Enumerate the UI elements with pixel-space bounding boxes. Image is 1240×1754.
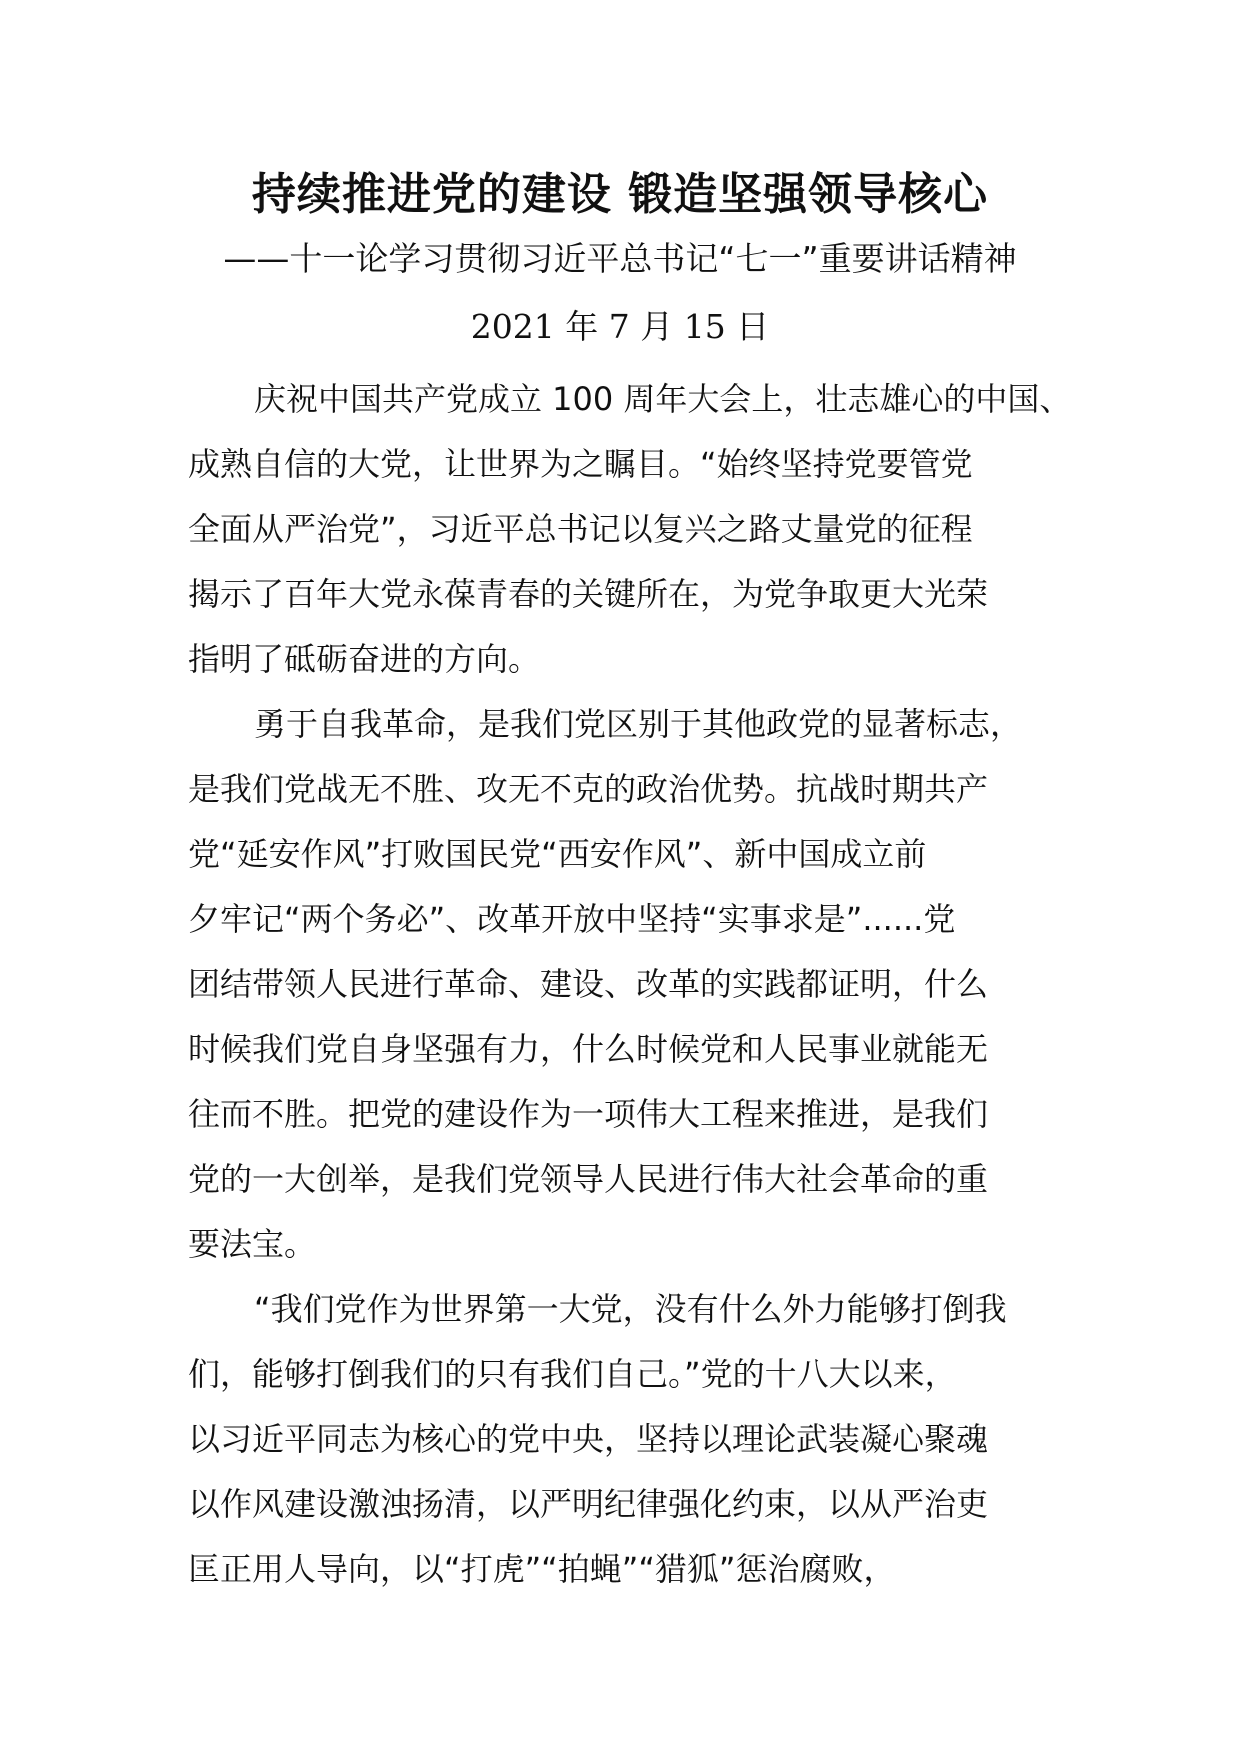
text-line: 团结带领人民进行革命、建设、改革的实践都证明，什么	[188, 965, 989, 1003]
text-line: 成熟自信的大党，让世界为之瞩目。“始终坚持党要管党	[188, 445, 973, 483]
article-body	[188, 367, 1098, 1602]
article-date: 2021 年 7 月 15 日	[470, 307, 770, 346]
paragraph-1	[188, 367, 1098, 692]
text-line: 勇于自我革命，是我们党区别于其他政党的显著标志，	[254, 705, 1023, 743]
text-line: 匡正用人导向，以“打虎”“拍蝇”“猎狐”惩治腐败，	[188, 1550, 896, 1588]
text-line: 党的一大创举，是我们党领导人民进行伟大社会革命的重	[188, 1160, 989, 1198]
text-line: 们，能够打倒我们的只有我们自己。”党的十八大以来，	[188, 1355, 957, 1393]
paragraph-2	[188, 692, 1098, 1277]
text-line: 要法宝。	[188, 1225, 317, 1263]
text-line: 党“延安作风”打败国民党“西安作风”、新中国成立前	[188, 835, 927, 873]
text-line: 以作风建设激浊扬清，以严明纪律强化约束，以从严治吏	[188, 1485, 989, 1523]
text-line: “我们党作为世界第一大党，没有什么外力能够打倒我	[254, 1290, 1007, 1328]
text-line: 夕牢记“两个务必”、改革开放中坚持“实事求是”......党	[188, 900, 956, 938]
text-line: 指明了砥砺奋进的方向。	[188, 640, 541, 678]
text-line: 时候我们党自身坚强有力，什么时候党和人民事业就能无	[188, 1030, 989, 1068]
text-line: 是我们党战无不胜、攻无不克的政治优势。抗战时期共产	[188, 770, 989, 808]
text-line: 往而不胜。把党的建设作为一项伟大工程来推进，是我们	[188, 1095, 989, 1133]
text-line: 以习近平同志为核心的党中央，坚持以理论武装凝心聚魂	[188, 1420, 989, 1458]
article-title: 持续推进党的建设 锻造坚强领导核心	[251, 169, 989, 220]
article-subtitle: ——十一论学习贯彻习近平总书记“七一”重要讲话精神	[223, 239, 1017, 278]
text-line: 全面从严治党”，习近平总书记以复兴之路丈量党的征程	[188, 510, 973, 548]
paragraph-3	[188, 1277, 1098, 1602]
text-line: 庆祝中国共产党成立 100 周年大会上，壮志雄心的中国、	[254, 380, 1072, 418]
text-line: 揭示了百年大党永葆青春的关键所在，为党争取更大光荣	[188, 575, 989, 613]
